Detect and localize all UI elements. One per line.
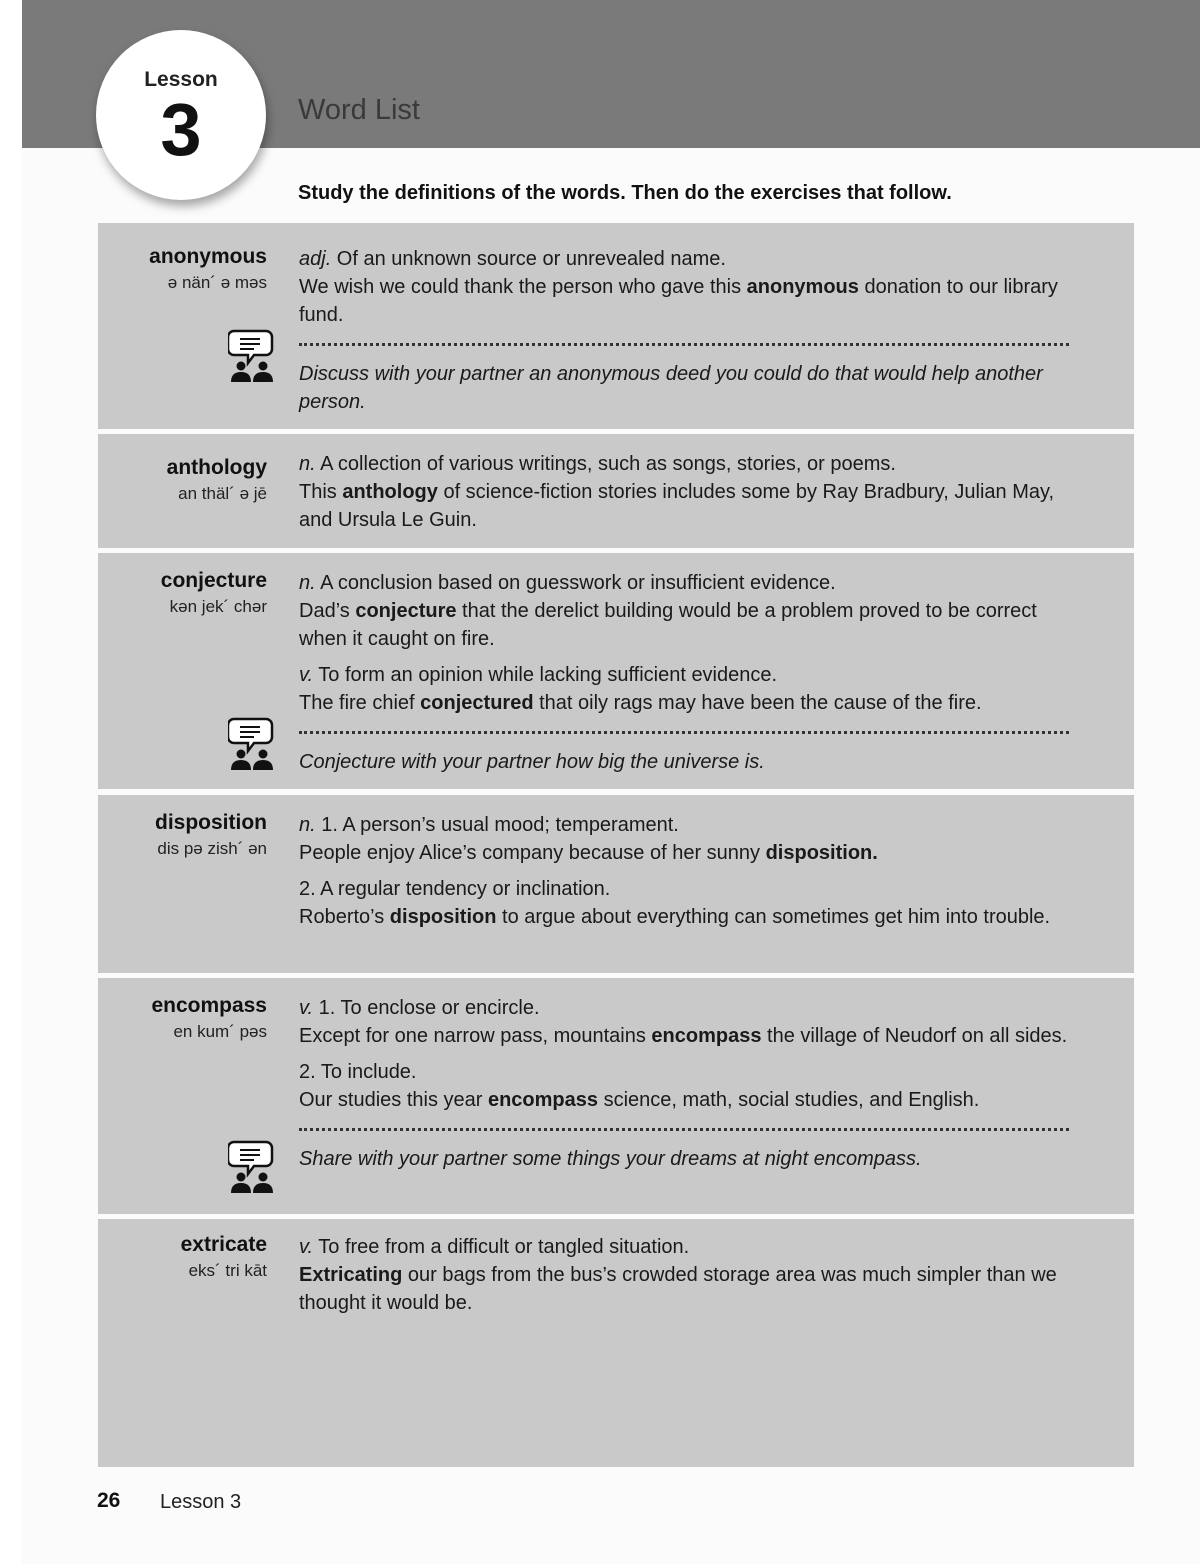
- partner-discussion-icon: [228, 1138, 276, 1194]
- discussion-prompt: Share with your partner some things your dreams at night encompass.: [299, 1148, 922, 1170]
- page-number: 26: [97, 1489, 121, 1512]
- example-sentence: Extricating our bags from the bus’s crowded storage area was much simpler than we thought it would be.: [299, 1264, 1057, 1314]
- definition: [299, 245, 1089, 273]
- lesson-label: Lesson: [144, 68, 218, 91]
- part-of-speech: v.: [299, 997, 314, 1019]
- entry-word: extricate: [180, 1233, 267, 1256]
- definition: [299, 1233, 1089, 1261]
- page-title: Word List: [298, 94, 420, 126]
- entry-pronunciation: dis pə zish´ ən: [157, 839, 267, 858]
- definition-text: To free from a difficult or tangled situation.: [313, 1236, 690, 1258]
- entry-word: conjecture: [160, 569, 267, 592]
- dotted-divider: [299, 731, 1069, 734]
- example-sentence: Our studies this year encompass science, math, social studies, and English.: [299, 1089, 980, 1111]
- lesson-badge: [96, 30, 266, 200]
- keyword: encompass: [487, 1089, 599, 1111]
- example-sentence: People enjoy Alice’s company because of her sunny disposition.: [299, 842, 878, 864]
- entry-pronunciation: kən jek´ chər: [169, 597, 267, 616]
- example-sentence: Roberto’s disposition to argue about everything can sometimes get him into trouble.: [299, 906, 1051, 928]
- entry-word: anonymous: [149, 245, 267, 268]
- partner-discussion-icon: [228, 327, 276, 383]
- example-sentence: The fire chief conjectured that oily rags may have been the cause of the fire.: [299, 692, 982, 714]
- word-entry-encompass: [98, 978, 1134, 1214]
- example-sentence: We wish we could thank the person who gave this anonymous donation to our library fund.: [299, 276, 1058, 326]
- footer-lesson-label: Lesson 3: [160, 1491, 242, 1513]
- definition: [299, 811, 1089, 839]
- definition-text: To form an opinion while lacking sufficient evidence.: [313, 664, 778, 686]
- entry-body: [299, 1233, 1089, 1317]
- entry-body: [299, 450, 1089, 534]
- definition: [299, 994, 1089, 1022]
- word-entry-extricate: [98, 1219, 1134, 1467]
- keyword: conjecture: [355, 600, 457, 622]
- keyword: disposition: [389, 906, 497, 928]
- word-entry-conjecture: [98, 553, 1134, 789]
- keyword: disposition.: [765, 842, 878, 864]
- definition: [299, 661, 1089, 689]
- discussion-prompt: Conjecture with your partner how big the universe is.: [299, 751, 765, 773]
- dotted-divider: [299, 1128, 1069, 1131]
- example-sentence: This anthology of science-fiction stories includes some by Ray Bradbury, Julian May, and Ursula Le Guin.: [299, 481, 1055, 531]
- entry-word: encompass: [151, 994, 267, 1017]
- definition-text: A conclusion based on guesswork or insufficient evidence.: [315, 572, 836, 594]
- part-of-speech: n.: [299, 572, 316, 594]
- entry-body: [299, 994, 1089, 1173]
- discussion-prompt: Discuss with your partner an anonymous deed you could do that would help another person.: [299, 363, 1043, 413]
- definition: [299, 569, 1089, 597]
- definition-text: 1. To enclose or encircle.: [313, 997, 540, 1019]
- lesson-number: 3: [160, 88, 202, 171]
- definition-text: Of an unknown source or unrevealed name.: [331, 248, 726, 270]
- definition-text: A collection of various writings, such as songs, stories, or poems.: [315, 453, 896, 475]
- definition: 2. A regular tendency or inclination.: [299, 878, 611, 900]
- entry-body: [299, 245, 1089, 416]
- instructions: Study the definitions of the words. Then do the exercises that follow.: [298, 182, 952, 204]
- word-entry-anonymous: [98, 223, 1134, 429]
- part-of-speech: n.: [299, 814, 316, 836]
- keyword: conjectured: [420, 692, 534, 714]
- entry-word: anthology: [166, 456, 267, 479]
- definition: [299, 450, 1089, 478]
- keyword: Extricating: [299, 1264, 403, 1286]
- example-sentence: Except for one narrow pass, mountains encompass the village of Neudorf on all sides.: [299, 1025, 1068, 1047]
- entry-pronunciation: an thäl´ ə jē: [178, 484, 267, 503]
- definition: 2. To include.: [299, 1061, 417, 1083]
- word-entry-disposition: [98, 795, 1134, 973]
- entry-pronunciation: ə nän´ ə məs: [167, 273, 267, 292]
- entry-body: [299, 569, 1089, 776]
- entry-pronunciation: eks´ tri kāt: [188, 1261, 267, 1280]
- example-sentence: Dad’s conjecture that the derelict building would be a problem proved to be correct when it caught on fire.: [299, 600, 1037, 650]
- entry-body: [299, 811, 1089, 931]
- part-of-speech: adj.: [299, 248, 332, 270]
- word-entry-anthology: [98, 434, 1134, 548]
- part-of-speech: v.: [299, 1236, 314, 1258]
- dotted-divider: [299, 343, 1069, 346]
- keyword: anthology: [342, 481, 438, 503]
- keyword: anonymous: [746, 276, 859, 298]
- entry-pronunciation: en kum´ pəs: [173, 1022, 267, 1041]
- keyword: encompass: [651, 1025, 762, 1047]
- part-of-speech: v.: [299, 664, 314, 686]
- partner-discussion-icon: [228, 715, 276, 771]
- part-of-speech: n.: [299, 453, 316, 475]
- definition-text: 1. A person’s usual mood; temperament.: [315, 814, 679, 836]
- entry-word: disposition: [155, 811, 267, 834]
